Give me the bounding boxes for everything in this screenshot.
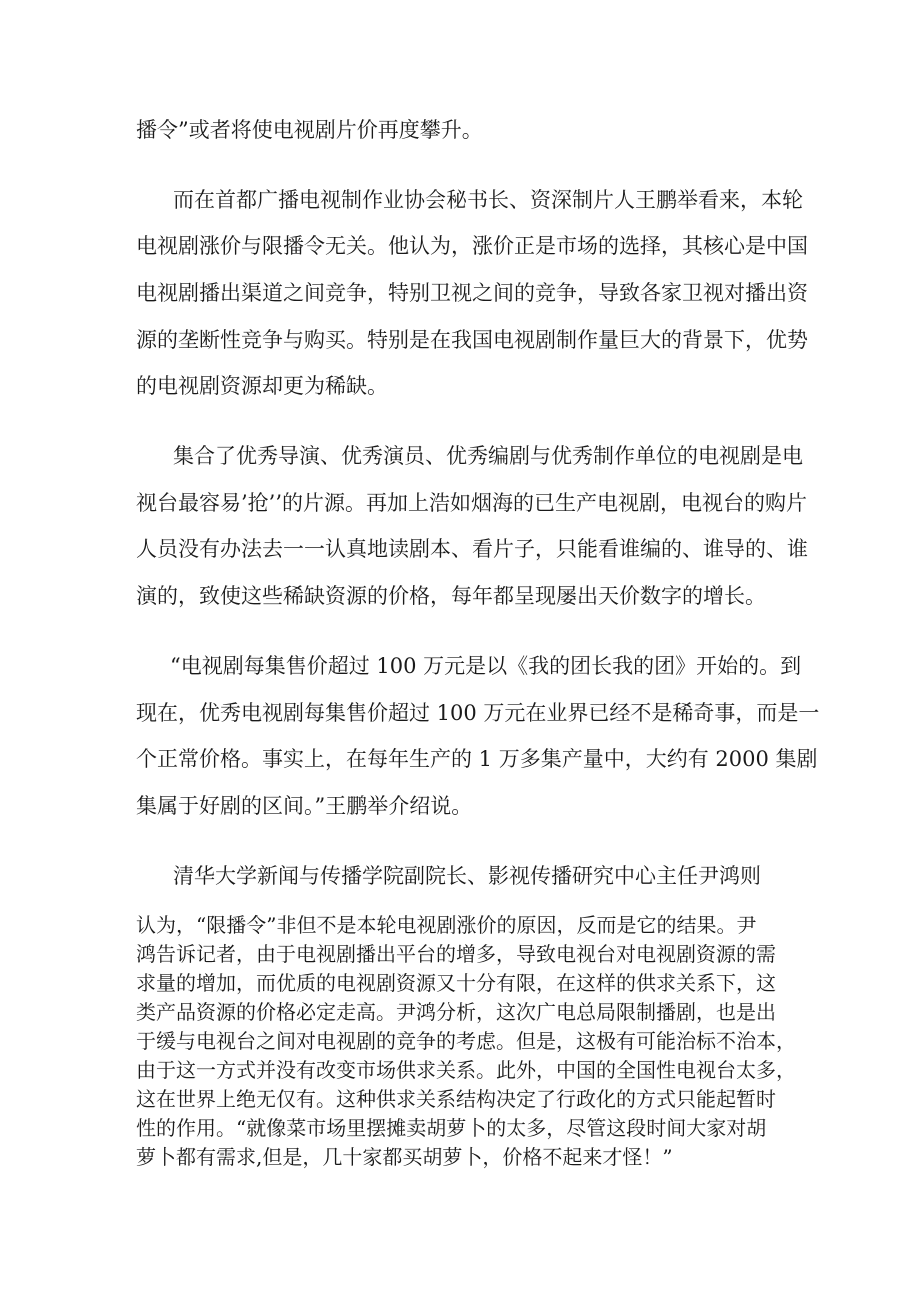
paragraph-4-line-0: 清华大学新闻与传播学院副院长、影视传播研究中心主任尹鸿则	[173, 864, 761, 888]
paragraph-1-line-4: 的电视剧资源却更为稀缺。	[136, 374, 388, 398]
paragraph-1-line-1: 电视剧涨价与限播令无关。他认为，涨价正是市场的选择，其核心是中国	[136, 234, 808, 258]
paragraph-5-line-3: 类产品资源的价格必定走高。尹鸿分析，这次广电总局限制播剧，也是出	[136, 1000, 776, 1024]
paragraph-1-line-2: 电视剧播出渠道之间竞争，特别卫视之间的竞争，导致各家卫视对播出资	[136, 281, 808, 305]
paragraph-5-line-6: 这在世界上绝无仅有。这种供求关系结构决定了行政化的方式只能起暂时	[136, 1087, 776, 1111]
paragraph-5-line-4: 于缓与电视台之间对电视剧的竞争的考虑。但是，这极有可能治标不治本，	[136, 1029, 796, 1053]
paragraph-3-line-1: 现在，优秀电视剧每集售价超过 100 万元在业界已经不是稀奇事，而是一	[136, 701, 820, 725]
paragraph-3-line-3: 集属于好剧的区间。”王鹏举介绍说。	[136, 794, 473, 818]
paragraph-0-line-0: 播令”或者将使电视剧片价再度攀升。	[136, 118, 483, 142]
paragraph-3-line-0: “电视剧每集售价超过 100 万元是以《我的团长我的团》开始的。到	[170, 654, 802, 678]
paragraph-5-line-8: 萝卜都有需求,但是，几十家都买胡萝卜，价格不起来才怪！”	[136, 1145, 673, 1169]
paragraph-5-line-0: 认为，“限播令”非但不是本轮电视剧涨价的原因，反而是它的结果。尹	[136, 913, 757, 937]
paragraph-5-line-5: 由于这一方式并没有改变市场供求关系。此外，中国的全国性电视台太多，	[136, 1058, 796, 1082]
paragraph-2-line-3: 演的，致使这些稀缺资源的价格，每年都呈现屡出天价数字的增长。	[136, 584, 766, 608]
paragraph-2-line-2: 人员没有办法去一一认真地读剧本、看片子，只能看谁编的、谁导的、谁	[136, 537, 808, 561]
paragraph-5-line-1: 鸿告诉记者，由于电视剧播出平台的增多，导致电视台对电视剧资源的需	[136, 942, 776, 966]
paragraph-2-line-1: 视台最容易’抢’’的片源。再加上浩如烟海的已生产电视剧，电视台的购片	[136, 491, 808, 515]
paragraph-5-line-2: 求量的增加，而优质的电视剧资源又十分有限，在这样的供求关系下，这	[136, 971, 776, 995]
paragraph-1-line-3: 源的垄断性竞争与购买。特别是在我国电视剧制作量巨大的背景下，优势	[136, 328, 808, 352]
paragraph-3-line-2: 个正常价格。事实上，在每年生产的 1 万多集产量中，大约有 2000 集剧	[136, 747, 818, 771]
paragraph-2-line-0: 集合了优秀导演、优秀演员、优秀编剧与优秀制作单位的电视剧是电	[173, 444, 803, 468]
paragraph-5-line-7: 性的作用。“就像菜市场里摆摊卖胡萝卜的太多，尽管这段时间大家对胡	[136, 1116, 767, 1140]
paragraph-1-line-0: 而在首都广播电视制作业协会秘书长、资深制片人王鹏举看来，本轮	[173, 188, 803, 212]
